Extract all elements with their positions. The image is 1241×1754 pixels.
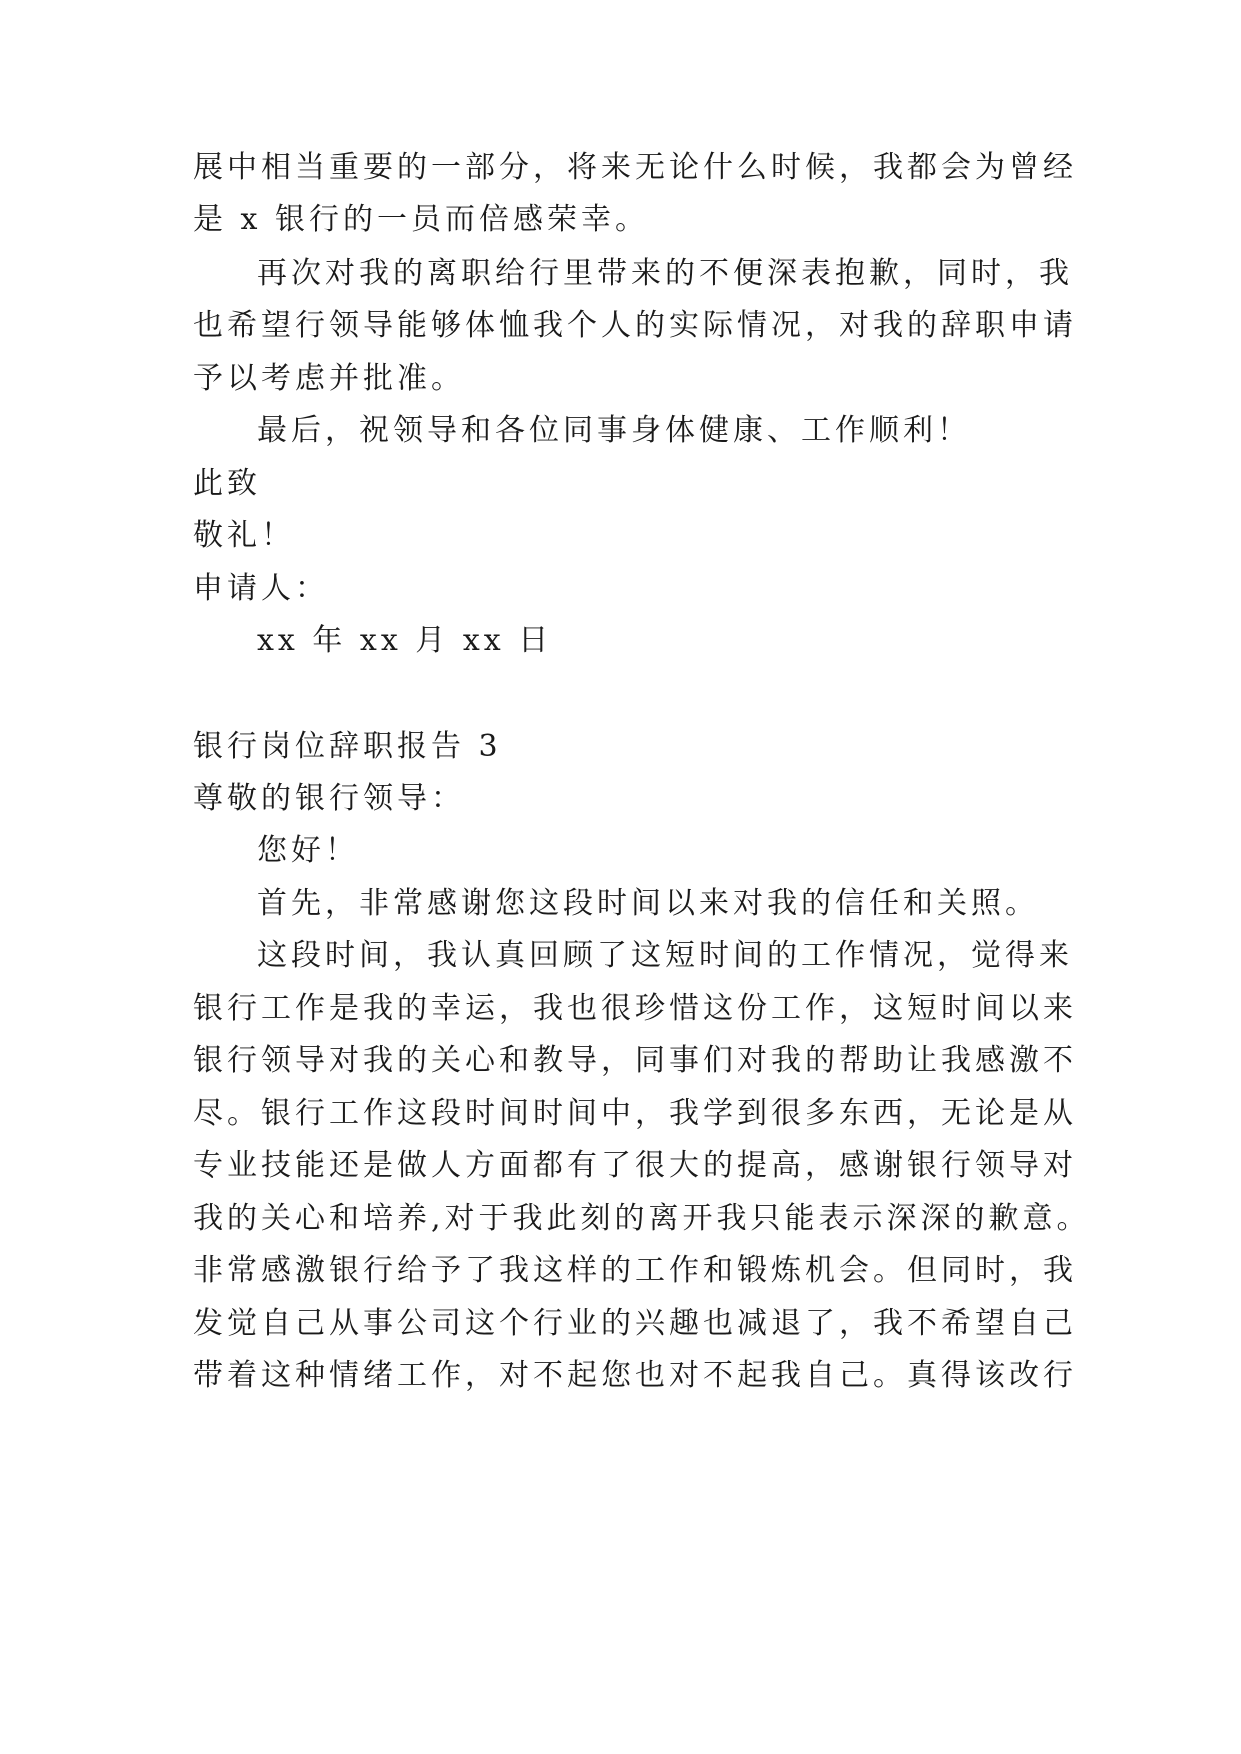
section-title: 银行岗位辞职报告 3 [193, 729, 502, 764]
salutation-line: 敬礼！ [193, 518, 295, 553]
paragraph-line: 再次对我的离职给行里带来的不便深表抱歉，同时，我 [257, 256, 1073, 291]
paragraph-line: 专业技能还是做人方面都有了很大的提高，感谢银行领导对 [193, 1148, 1077, 1183]
addressee: 尊敬的银行领导： [193, 781, 465, 816]
paragraph-line: 银行领导对我的关心和教导，同事们对我的帮助让我感激不 [193, 1043, 1077, 1078]
paragraph-line: 带着这种情绪工作，对不起您也对不起我自己。真得该改行 [193, 1358, 1077, 1393]
paragraph-line: 发觉自己从事公司这个行业的兴趣也减退了，我不希望自己 [193, 1306, 1077, 1341]
paragraph-line: 尽。银行工作这段时间时间中，我学到很多东西，无论是从 [193, 1096, 1077, 1131]
date-line: xx 年 xx 月 xx 日 [257, 623, 553, 658]
paragraph-line: 我的关心和培养,对于我此刻的离开我只能表示深深的歉意。 [193, 1201, 1091, 1236]
paragraph-line: 首先，非常感谢您这段时间以来对我的信任和关照。 [257, 886, 1039, 921]
paragraph-line: 予以考虑并批准。 [193, 361, 465, 396]
paragraph-line: 是 x 银行的一员而倍感荣幸。 [193, 202, 649, 237]
paragraph-line: 也希望行领导能够体恤我个人的实际情况，对我的辞职申请 [193, 308, 1077, 343]
paragraph-line: 这段时间，我认真回顾了这短时间的工作情况，觉得来 [257, 938, 1073, 973]
paragraph-line: 展中相当重要的一部分，将来无论什么时候，我都会为曾经 [193, 150, 1077, 185]
paragraph-line: 非常感激银行给予了我这样的工作和锻炼机会。但同时，我 [193, 1253, 1077, 1288]
paragraph-line: 银行工作是我的幸运，我也很珍惜这份工作，这短时间以来 [193, 991, 1077, 1026]
applicant-label: 申请人： [193, 571, 329, 606]
salutation-line: 此致 [193, 466, 261, 501]
greeting: 您好！ [257, 833, 359, 868]
closing-wish: 最后，祝领导和各位同事身体健康、工作顺利！ [257, 413, 971, 448]
